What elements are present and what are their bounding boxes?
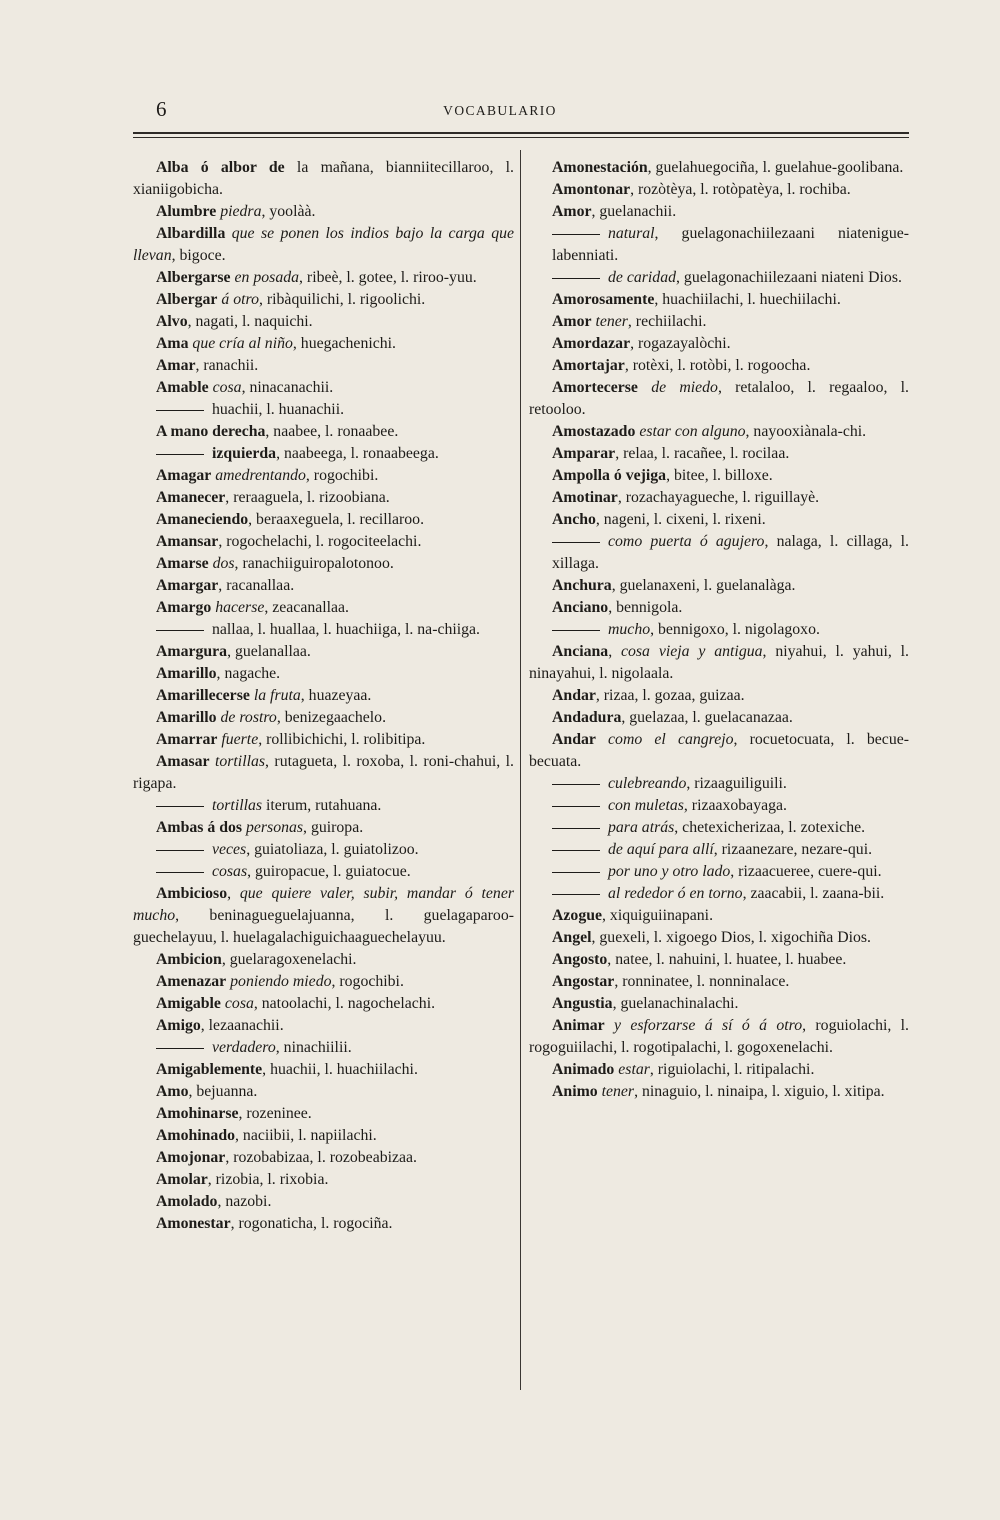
dictionary-entry: Alvo, nagati, l. naquichi.	[156, 313, 313, 330]
headword: Amarrar	[156, 731, 218, 748]
sub-entry: al rededor ó en torno, zaacabii, l. zaana-bii.	[529, 883, 909, 905]
dictionary-entry: Amagar amedrentando, rogochibi.	[156, 467, 379, 484]
dictionary-entry: Anciana, cosa vieja y antigua, niyahui, l. yahui, l. ninayahui, l. nigolaala.	[529, 643, 909, 682]
dictionary-entry: Amor tener, rechiilachi.	[552, 313, 707, 330]
sub-entry: mucho, bennigoxo, l. nigolagoxo.	[529, 619, 909, 641]
headword: izquierda	[212, 445, 277, 462]
headword: Amolar	[156, 1171, 208, 1188]
dictionary-entry: Amargo hacerse, zeacanallaa.	[156, 599, 349, 616]
dictionary-entry: Amargar, racanallaa.	[156, 577, 295, 594]
sub-entry: para atrás, chetexicherizaa, l. zotexiche.	[529, 817, 909, 839]
qualifier: tortillas	[214, 753, 266, 770]
headword: Animado	[552, 1061, 615, 1078]
column-divider	[520, 150, 521, 1390]
qualifier: de miedo	[651, 379, 718, 396]
dictionary-entry: Amohinarse, rozeninee.	[156, 1105, 312, 1122]
qualifier: dos	[212, 555, 235, 572]
headword: Angustia	[552, 995, 613, 1012]
dictionary-entry: Animo tener, ninaguio, l. ninaipa, l. xiguio, l. xitipa.	[552, 1083, 885, 1100]
qualifier: tortillas	[212, 797, 263, 814]
headword: Amenazar	[156, 973, 227, 990]
qualifier: que se ponen los indios bajo la carga que llevan	[133, 225, 515, 264]
qualifier: tener	[601, 1083, 635, 1100]
running-title: VOCABULARIO	[443, 103, 557, 118]
headword: Amargar	[156, 577, 219, 594]
headword: Amostazado	[552, 423, 636, 440]
headword: Amasar	[156, 753, 210, 770]
dictionary-entry: Animar y esforzarse á sí ó á otro, roguiolachi, l. rogoguiilachi, l. rogotipalachi, l. gogoxenelachi.	[529, 1017, 910, 1056]
headword: Albardilla	[156, 225, 226, 242]
headword: Andar	[552, 687, 596, 704]
dictionary-entry: Amarillo de rostro, benizegaachelo.	[156, 709, 387, 726]
qualifier: amedrentando	[215, 467, 306, 484]
dictionary-entry: Angosto, natee, l. nahuini, l. huatee, l. huabee.	[552, 951, 847, 968]
headword: Ambicioso	[156, 885, 228, 902]
dictionary-entry: Amasar tortillas, rutagueta, l. roxoba, l. roni-chahui, l. rigapa.	[133, 753, 514, 792]
dictionary-entry: Amansar, rogochelachi, l. rogociteelachi.	[156, 533, 422, 550]
dictionary-entry: Amar, ranachii.	[156, 357, 259, 374]
dictionary-entry: Amortajar, rotèxi, l. rotòbi, l. rogoocha.	[552, 357, 811, 374]
dictionary-entry: Amigable cosa, natoolachi, l. nagochelachi.	[156, 995, 436, 1012]
dictionary-entry: Amargura, guelanallaa.	[156, 643, 311, 660]
headword: Anciana	[552, 643, 609, 660]
qualifier: verdadero	[212, 1039, 276, 1056]
qualifier: de rostro	[220, 709, 277, 726]
headword: Ambicion	[156, 951, 222, 968]
headword: Andar	[552, 731, 596, 748]
dictionary-entry: Angustia, guelanachinalachi.	[552, 995, 739, 1012]
qualifier: como el cangrejo	[608, 731, 734, 748]
headword: Anciano	[552, 599, 609, 616]
dictionary-entry: Amortecerse de miedo, retalaloo, l. regaaloo, l. retooloo.	[529, 379, 909, 418]
qualifier: mucho	[608, 621, 651, 638]
qualifier: para atrás	[608, 819, 675, 836]
headword: Amarse	[156, 555, 209, 572]
qualifier: cosa	[212, 379, 242, 396]
dictionary-entry: Ambicion, guelaragoxenelachi.	[156, 951, 357, 968]
dictionary-entry: Andar como el cangrejo, rocuetocuata, l. becue-becuata.	[529, 731, 909, 770]
ditto-dash	[156, 630, 204, 631]
ditto-dash	[552, 828, 600, 829]
headword: Angosto	[552, 951, 608, 968]
headword: Amarillo	[156, 665, 217, 682]
dictionary-entry: Angel, guexeli, l. xigoego Dios, l. xigochiña Dios.	[552, 929, 871, 946]
qualifier: y esforzarse á sí ó á otro	[614, 1017, 803, 1034]
qualifier: tener	[595, 313, 628, 330]
dictionary-entry: Amaneciendo, beraaxeguela, l. recillaroo.	[156, 511, 425, 528]
sub-entry: huachii, l. huanachii.	[133, 399, 514, 421]
headword: Amojonar	[156, 1149, 226, 1166]
headword: Anchura	[552, 577, 612, 594]
sub-entry: como puerta ó agujero, nalaga, l. cillaga, l. xillaga.	[552, 533, 910, 572]
dictionary-entry: Amonestar, rogonaticha, l. rogociña.	[156, 1215, 393, 1232]
ditto-dash	[156, 1048, 204, 1049]
headword: Amagar	[156, 467, 212, 484]
headword: Amohinarse	[156, 1105, 239, 1122]
qualifier: estar con alguno	[639, 423, 746, 440]
dictionary-entry: Albardilla que se ponen los indios bajo la carga que llevan, bigoce.	[133, 225, 515, 264]
dictionary-entry: Amenazar poniendo miedo, rogochibi.	[156, 973, 404, 990]
dictionary-entry: Amojonar, rozobabizaa, l. rozobeabizaa.	[156, 1149, 417, 1166]
dictionary-entry: Azogue, xiquiguiinapani.	[552, 907, 714, 924]
dictionary-entry: Amolar, rizobia, l. rixobia.	[156, 1171, 329, 1188]
dictionary-entry: Andar, rizaa, l. gozaa, guizaa.	[552, 687, 745, 704]
dictionary-entry: Ambicioso, que quiere valer, subir, mandar ó tener mucho, beninagueguelajuanna, l. guelagaparoo-guechelayuu, l. huelagalachiguichaaguechelayuu.	[133, 885, 514, 946]
dictionary-entry: Amontonar, rozòtèya, l. rotòpatèya, l. rochiba.	[552, 181, 851, 198]
qualifier: la fruta	[253, 687, 301, 704]
headword: Amolado	[156, 1193, 218, 1210]
qualifier: natural	[608, 225, 655, 242]
dictionary-entry: Andadura, guelazaa, l. guelacanazaa.	[552, 709, 793, 726]
ditto-dash	[156, 806, 204, 807]
ditto-dash	[552, 784, 600, 785]
ditto-dash	[156, 872, 204, 873]
headword: Angel	[552, 929, 592, 946]
sub-entry: con muletas, rizaaxobayaga.	[529, 795, 909, 817]
qualifier: cosas	[212, 863, 248, 880]
headword: A mano derecha	[156, 423, 266, 440]
headword: Amor	[552, 313, 592, 330]
headword: Ampolla ó vejiga	[552, 467, 667, 484]
header-rule-thin	[133, 137, 909, 138]
dictionary-entry: Amarillo, nagache.	[156, 665, 281, 682]
sub-entry: izquierda, naabeega, l. ronaabeega.	[133, 443, 514, 465]
left-column	[133, 157, 514, 1235]
headword: Amigable	[156, 995, 221, 1012]
sub-entry: por uno y otro lado, rizaacueree, cuere-qui.	[529, 861, 909, 883]
dictionary-entry: Amigo, lezaanachii.	[156, 1017, 284, 1034]
ditto-dash	[552, 894, 600, 895]
qualifier: de aquí para allí	[608, 841, 714, 858]
headword: Amar	[156, 357, 196, 374]
right-column	[529, 157, 909, 1103]
qualifier: veces	[212, 841, 247, 858]
sub-entry: de aquí para allí, rizaanezare, nezare-qui.	[529, 839, 909, 861]
headword: Ambas á dos	[156, 819, 243, 836]
headword: Amohinado	[156, 1127, 236, 1144]
dictionary-entry: Amor, guelanachii.	[552, 203, 677, 220]
qualifier: al rededor ó en torno	[608, 885, 743, 902]
qualifier: de caridad	[608, 269, 677, 286]
dictionary-entry: Ambas á dos personas, guiropa.	[156, 819, 364, 836]
dictionary-entry: Amordazar, rogazayalòchi.	[552, 335, 731, 352]
sub-entry: cosas, guiropacue, l. guiatocue.	[133, 861, 514, 883]
qualifier: en posada	[234, 269, 300, 286]
sub-entry: nallaa, l. huallaa, l. huachiiga, l. na-chiiga.	[133, 619, 514, 641]
headword: Amarillecerse	[156, 687, 250, 704]
qualifier: piedra	[220, 203, 262, 220]
qualifier: fuerte	[221, 731, 259, 748]
dictionary-entry: A mano derecha, naabee, l. ronaabee.	[156, 423, 399, 440]
dictionary-entry: Amo, bejuanna.	[156, 1083, 258, 1100]
headword: Amaneciendo	[156, 511, 249, 528]
headword: Amorosamente	[552, 291, 655, 308]
headword: Amargura	[156, 643, 228, 660]
dictionary-entry: Amohinado, naciibii, l. napiilachi.	[156, 1127, 377, 1144]
qualifier: personas	[245, 819, 304, 836]
headword: Amigo	[156, 1017, 201, 1034]
dictionary-entry: Ama que cría al niño, huegachenichi.	[156, 335, 396, 352]
headword: Ancho	[552, 511, 596, 528]
dictionary-entry: Angostar, ronninatee, l. nonninalace.	[552, 973, 790, 990]
headword: Amonestar	[156, 1215, 231, 1232]
dictionary-entry: Amostazado estar con alguno, nayooxiànala-chi.	[552, 423, 867, 440]
headword: Angostar	[552, 973, 615, 990]
headword: Amarillo	[156, 709, 217, 726]
dictionary-entry: Amanecer, reraaguela, l. rizoobiana.	[156, 489, 390, 506]
headword: Amansar	[156, 533, 219, 550]
sub-entry: natural, guelagonachiilezaani niatenigue-labenniati.	[552, 225, 909, 264]
dictionary-entry: Animado estar, riguiolachi, l. ritipalachi.	[552, 1061, 815, 1078]
headword: Albergarse	[156, 269, 231, 286]
headword: Amigablemente	[156, 1061, 263, 1078]
headword: Amargo	[156, 599, 212, 616]
dictionary-entry: Ancho, nageni, l. cixeni, l. rixeni.	[552, 511, 766, 528]
headword: Alba ó albor de	[156, 159, 285, 176]
dictionary-entry: Amable cosa, ninacanachii.	[156, 379, 334, 396]
qualifier: que quiere valer, subir, mandar ó tener mucho	[133, 885, 514, 924]
qualifier: hacerse	[215, 599, 265, 616]
headword: Azogue	[552, 907, 603, 924]
sub-entry: verdadero, ninachiilii.	[133, 1037, 514, 1059]
headword: Amonestación	[552, 159, 648, 176]
dictionary-entry: Anciano, bennigola.	[552, 599, 683, 616]
qualifier: que cría al niño	[192, 335, 293, 352]
sub-entry: de caridad, guelagonachiilezaani niateni Dios.	[529, 267, 909, 289]
qualifier: como puerta ó agujero	[608, 533, 765, 550]
headword: Amontonar	[552, 181, 631, 198]
qualifier: cosa vieja y antigua	[621, 643, 763, 660]
qualifier: por uno y otro lado	[608, 863, 731, 880]
dictionary-entry: Amparar, relaa, l. racañee, l. rocilaa.	[552, 445, 790, 462]
dictionary-entry: Amorosamente, huachiilachi, l. huechiilachi.	[552, 291, 841, 308]
dictionary-entry: Amonestación, guelahuegociña, l. guelahue-goolibana.	[552, 159, 904, 176]
headword: Amortecerse	[552, 379, 638, 396]
ditto-dash	[552, 872, 600, 873]
ditto-dash	[156, 850, 204, 851]
dictionary-entry: Alba ó albor de la mañana, bianniitecillaroo, l. xianiigobicha.	[133, 159, 514, 198]
headword: Ama	[156, 335, 189, 352]
dictionary-entry: Albergarse en posada, ribeè, l. gotee, l. riroo-yuu.	[156, 269, 477, 286]
dictionary-entry: Ampolla ó vejiga, bitee, l. billoxe.	[552, 467, 773, 484]
sub-entry: tortillas iterum, rutahuana.	[133, 795, 514, 817]
headword: Amo	[156, 1083, 189, 1100]
headword: Alvo	[156, 313, 188, 330]
dictionary-entry: Amarillecerse la fruta, huazeyaa.	[156, 687, 372, 704]
qualifier: poniendo miedo	[230, 973, 332, 990]
dictionary-entry: Amarrar fuerte, rollibichichi, l. rolibitipa.	[156, 731, 426, 748]
dictionary-entry: Alumbre piedra, yoolàà.	[156, 203, 316, 220]
dictionary-entry: Amarse dos, ranachiiguiropalotonoo.	[156, 555, 394, 572]
headword: Animo	[552, 1083, 598, 1100]
ditto-dash	[552, 278, 600, 279]
ditto-dash	[552, 630, 600, 631]
headword: Amanecer	[156, 489, 226, 506]
headword: Amordazar	[552, 335, 631, 352]
page-number: 6	[156, 97, 167, 121]
ditto-dash	[552, 806, 600, 807]
headword: Amortajar	[552, 357, 625, 374]
sub-entry: culebreando, rizaaguiliguili.	[529, 773, 909, 795]
headword: Amable	[156, 379, 209, 396]
sub-entry: veces, guiatoliaza, l. guiatolizoo.	[133, 839, 514, 861]
dictionary-entry: Amotinar, rozachayagueche, l. riguillayè.	[552, 489, 820, 506]
headword: Animar	[552, 1017, 605, 1034]
headword: Alumbre	[156, 203, 217, 220]
qualifier: culebreando	[608, 775, 687, 792]
header-rule	[133, 132, 909, 134]
ditto-dash	[552, 850, 600, 851]
qualifier: cosa	[224, 995, 254, 1012]
qualifier: con muletas	[608, 797, 684, 814]
headword: Amparar	[552, 445, 616, 462]
ditto-dash	[156, 410, 204, 411]
headword: Andadura	[552, 709, 622, 726]
headword: Amor	[552, 203, 592, 220]
headword: Albergar	[156, 291, 218, 308]
headword: Amotinar	[552, 489, 618, 506]
dictionary-entry: Amolado, nazobi.	[156, 1193, 272, 1210]
dictionary-entry: Albergar á otro, ribàquilichi, l. rigoolichi.	[156, 291, 426, 308]
dictionary-entry: Amigablemente, huachii, l. huachiilachi.	[156, 1061, 418, 1078]
qualifier: á otro	[221, 291, 259, 308]
ditto-dash	[552, 542, 600, 543]
qualifier: estar	[618, 1061, 650, 1078]
ditto-dash	[156, 454, 204, 455]
ditto-dash	[552, 234, 600, 235]
dictionary-entry: Anchura, guelanaxeni, l. guelanalàga.	[552, 577, 796, 594]
